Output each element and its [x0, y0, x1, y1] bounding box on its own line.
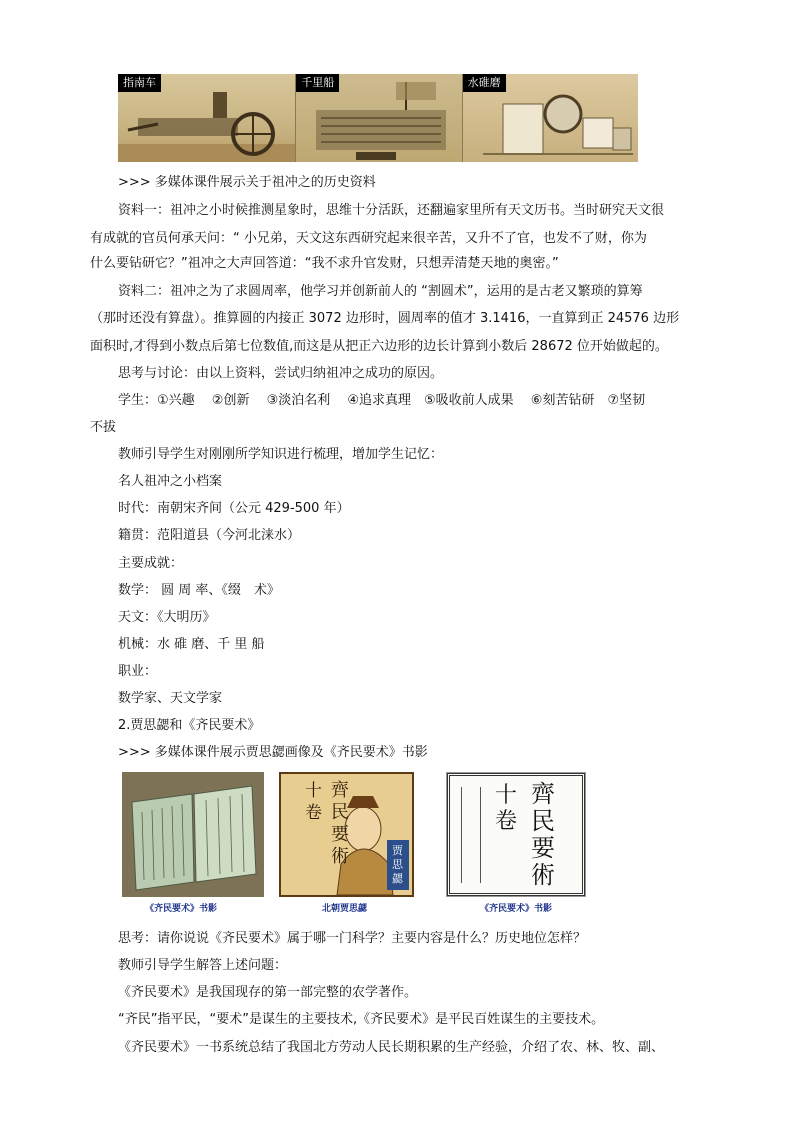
open-book-illustration: [122, 772, 264, 897]
student-answer-line-1: 学生：①兴趣 ②创新 ③淡泊名利 ④追求真理 ⑤吸收前人成果 ⑥刻苦钻研 ⑦坚韧: [118, 393, 646, 408]
south-pointing-chariot-image: [118, 74, 295, 162]
cover-side-column: [461, 787, 481, 883]
material-two-line-1: 资料二：祖冲之为了求圆周率，他学习并创新前人的 “割圆术”，运用的是古老又繁琐的算筹: [118, 284, 643, 299]
profile-mechanics: 机械：水 碓 磨、千 里 船: [118, 637, 265, 652]
strip-tag-1: 指南车: [118, 74, 161, 92]
profile-hometown: 籍贯：范阳道县（今河北涞水）: [118, 528, 301, 543]
material-one-line-3: 什么要钻研它？”祖冲之大声回答道：“我不求升官发财，只想弄清楚天地的奥密。”: [90, 256, 559, 271]
cover-book-title: 齊民要術: [531, 780, 555, 889]
caption-portrait: 北朝贾思勰: [322, 904, 368, 914]
thousand-li-boat-image: [295, 74, 461, 162]
jia-sixie-portrait-image: [279, 772, 414, 897]
teacher-guide-line: 教师引导学生对刚刚所学知识进行梳理，增加学生记忆：: [118, 447, 444, 462]
section-heading-jia-sixie: 2.贾思勰和《齐民要术》: [118, 718, 261, 733]
answer-line-3: 《齐民要术》一书系统总结了我国北方劳动人民长期积累的生产经验，介绍了农、林、牧、副、: [118, 1040, 665, 1055]
profile-achievements-heading: 主要成就：: [118, 556, 184, 571]
profile-title: 名人祖冲之小档案: [118, 474, 223, 489]
caption-book-photo: 《齐民要术》书影: [145, 904, 218, 914]
portrait-book-title: 齊民要術: [331, 780, 349, 867]
portrait-book-volumes: 十卷: [305, 781, 322, 823]
question-line: 思考：请你说说《齐民要术》属于哪一门科学？主要内容是什么？历史地位怎样？: [118, 931, 587, 946]
book-photo-image: [122, 772, 264, 897]
profile-era: 时代：南朝宋齐间（公元 429-500 年）: [118, 501, 350, 516]
inventions-image-strip: [118, 74, 638, 162]
answer-line-1: 《齐民要术》是我国现存的第一部完整的农学著作。: [118, 985, 418, 1000]
profile-astronomy: 天文：《大明历》: [118, 610, 216, 625]
cover-book-volumes: 十卷: [495, 783, 518, 834]
book-cover-image: [446, 772, 586, 897]
caption-book-cover: 《齐民要术》书影: [480, 904, 553, 914]
water-mill-image: [462, 74, 638, 162]
material-one-line-1: 资料一：祖冲之小时候推测星象时，思维十分活跃，还翻遍家里所有天文历书。当时研究天文很: [118, 203, 665, 218]
teacher-answer-guide: 教师引导学生解答上述问题：: [118, 958, 288, 973]
material-two-line-3: 面积时,才得到小数点后第七位数值,而这是从把正六边形的边长计算到小数后 28672 位开始做起的。: [90, 339, 668, 354]
material-two-line-2: （那时还没有算盘）。推算圆的内接正 3072 边形时，圆周率的值才 3.1416，一直算到正 24576 边形: [90, 311, 680, 326]
material-one-line-2: 有成就的官员何承天问：“ 小兄弟，天文这东西研究起来很辛苦，又升不了官，也发不了财，你为: [90, 231, 647, 246]
multimedia-line-1: >>> 多媒体课件展示关于祖冲之的历史资料: [118, 175, 376, 190]
strip-tag-2: 千里船: [296, 74, 339, 92]
discussion-line: 思考与讨论：由以上资料，尝试归纳祖冲之成功的原因。: [118, 366, 444, 381]
student-answer-line-2: 不拔: [90, 420, 117, 435]
profile-occupation-heading: 职业：: [118, 664, 158, 679]
multimedia-line-2: >>> 多媒体课件展示贾思勰画像及《齐民要术》书影: [118, 745, 428, 760]
profile-math: 数学： 圆 周 率、《缀 术》: [118, 583, 280, 598]
portrait-name-label: 贾思勰: [392, 844, 403, 885]
strip-tag-3: 水碓磨: [463, 74, 506, 92]
answer-line-2: “齐民”指平民，“要术”是谋生的主要技术,《齐民要术》是平民百姓谋生的主要技术。: [118, 1012, 605, 1027]
profile-occupation: 数学家、天文学家: [118, 691, 223, 706]
